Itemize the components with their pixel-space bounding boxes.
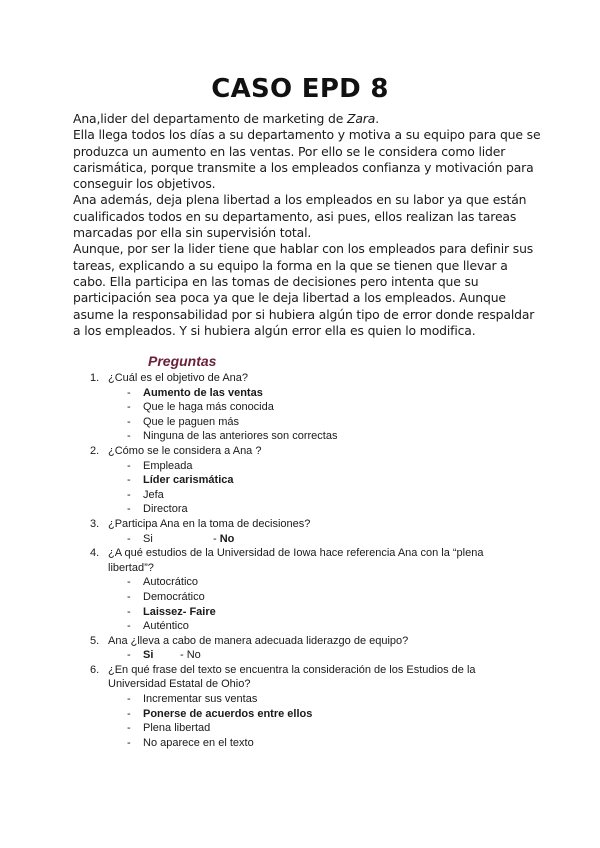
q1-option-2: - Que le haga más conocida — [127, 401, 274, 414]
q6-option-4: - No aparece en el texto — [127, 736, 254, 749]
q6-option-2: - Ponerse de acuerdos entre ellos — [127, 707, 313, 720]
q2-option-4: - Directora — [127, 503, 188, 516]
case-text — [73, 111, 543, 339]
question-5: 5. Ana ¿lleva a cabo de manera adecuada liderazgo de equipo? — [90, 634, 409, 647]
q2-option-1: - Empleada — [127, 459, 193, 472]
question-3: 3. ¿Participa Ana en la toma de decisiones? — [90, 517, 311, 530]
question-6: 6. ¿En qué frase del texto se encuentra la consideración de los Estudios de la Universidad Estatal de Ohio? — [90, 663, 476, 691]
q6-option-3: - Plena libertad — [127, 722, 211, 735]
q2-option-2: - Líder carismática — [127, 474, 234, 487]
paragraph-2: Ana además, deja plena libertad a los empleados en su labor ya que están cualificados todos en su departamento, asi pues, ellos realizan las tareas marcadas por ella sin supervisión total. — [73, 192, 527, 241]
q6-option-1: - Incrementar sus ventas — [127, 693, 258, 706]
q2-option-3: - Jefa — [127, 488, 164, 501]
question-list — [90, 371, 520, 750]
page-title: CASO EPD 8 — [211, 74, 389, 104]
q4-option-4: - Auténtico — [127, 620, 189, 633]
intro-line: Ana,lider del departamento de marketing de Zara. — [73, 111, 379, 126]
q3-options: - Si - No — [127, 532, 235, 545]
q5-options: - Si - No — [127, 649, 201, 662]
q3-option-no: No — [219, 532, 235, 545]
paragraph-3: Aunque, por ser la lider tiene que hablar con los empleados para definir sus tareas, explicando a su equipo la forma en la que se tienen que llevar a cabo. Ella participa en las tomas de decisiones pero intenta que su participación sea poca ya que le deja libertad a los empleados. Aunque asume la responsabilidad por si hubiera algún tipo de error donde respaldar a los empleados. Y si hubiera algún error ella es quien lo modifica. — [73, 241, 535, 338]
q5-option-si: Si — [143, 649, 154, 662]
q1-option-3: - Que le paguen más — [127, 415, 240, 428]
question-2: 2. ¿Cómo se le considera a Ana ? — [90, 444, 262, 457]
questions-heading: Preguntas — [148, 353, 217, 369]
q3-option-si: Si — [143, 532, 153, 545]
q1-option-1: - Aumento de las ventas — [127, 386, 263, 399]
q4-option-1: - Autocrático — [127, 576, 199, 589]
q1-option-4: - Ninguna de las anteriores son correctas — [127, 430, 338, 443]
q5-option-no: No — [186, 649, 201, 662]
question-4: 4. ¿A qué estudios de la Universidad de Iowa hace referencia Ana con la “plena libertad”? — [90, 547, 484, 574]
paragraph-1: Ella llega todos los días a su departamento y motiva a su equipo para que se produzca un aumento en las ventas. Por ello se le considera como lider carismática, porque transmite a los empleados confianza y motivación para conseguir los objetivos. — [73, 127, 541, 192]
q4-option-3: - Laissez- Faire — [127, 605, 216, 618]
question-1: 1. ¿Cuál es el objetivo de Ana? — [90, 372, 249, 384]
q4-option-2: - Democrático — [127, 590, 205, 603]
